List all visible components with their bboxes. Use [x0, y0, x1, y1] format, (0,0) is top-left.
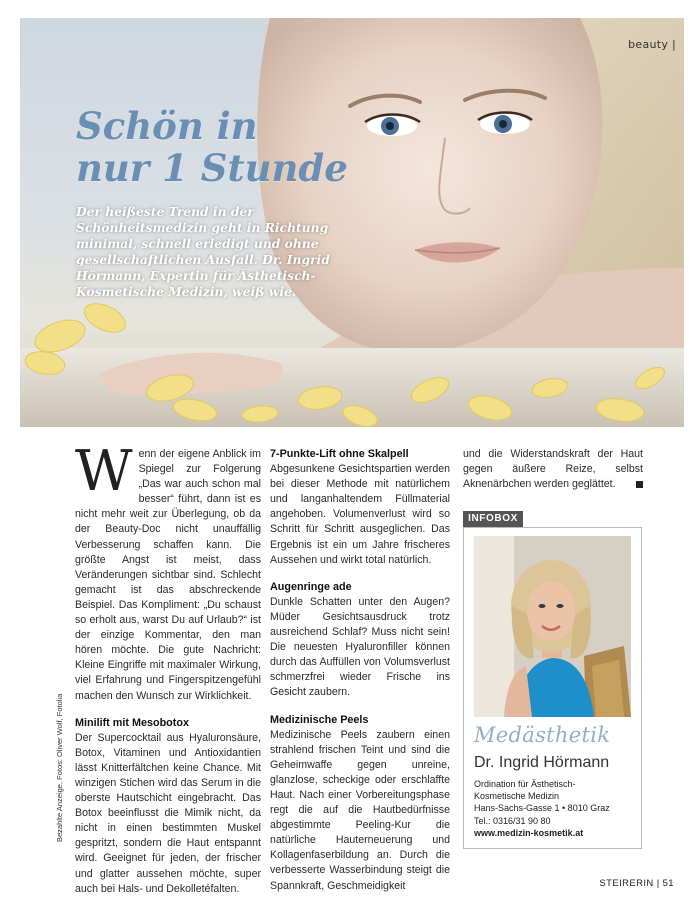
contact-block: [474, 778, 610, 839]
website-link[interactable]: www.medizin-kosmetik.at: [474, 827, 584, 838]
lift-paragraph: Abgesunkene Gesichtspartien werden bei dieser Methode mit natürlichem und langanhaltendem Füllmaterial angehoben. Volumenverlust wird so Schritt für Schritt ausgeglichen. Das Ergebnis ist ein um Jahre frischeres Aussehen und wirkt total natürlich.: [270, 463, 450, 566]
headline: [76, 105, 376, 189]
peels-paragraph: Medizinische Peels zaubern einen strahlend frischen Teint und sind die Geheimwaffe gegen unreine, glanzlose, scheckige oder erschlaffte Haut. Nach einer Vorbereitungsphase regt die auf die Hautbedürfnisse abgestimmte Peeling-Kur die natürliche Hauterneuerung und Kollagenfaserbildung an. Durch die verbesserte Wasserbindung steigt die Spannkraft, Geschmeidigkeit: [270, 728, 450, 892]
headline-line-1: Schön in: [76, 104, 258, 148]
contact-line-1: Ordination für Ästhetisch-: [474, 779, 576, 789]
article-column-1: [75, 439, 261, 897]
continuation-paragraph: und die Widerstandskraft der Haut gegen äußere Reize, selbst Aknenärbchen werden geglättet.: [463, 448, 643, 491]
contact-phone: Tel.: 0316/31 90 80: [474, 815, 551, 826]
eyes-paragraph: Dunkle Schatten unter den Augen? Müder Gesichtsausdruck trotz ausreichend Schlaf? Muss nicht sein! Die neuesten Hyaluronfiller können durch das Auffüllen von Volumsverlust schmerzfrei wieder Frische ins Gesicht zaubern.: [270, 595, 450, 699]
portrait-illustration: [474, 536, 631, 717]
section-tag: beauty |: [628, 38, 676, 51]
intro-text: enn der eigene Anblick im Spiegel zur Folgerung „Das war auch schon mal besser“ führt, dann ist es nicht mehr weit zur Überlegung, ob da der Beauty-Doc nicht unauffällig Verbesserung schaffen kann. Die größte Angst ist meist, dass Veränderungen sichtbar sind. Schlecht gemacht ist das abschreckende Beispiel. Das Kompliment: „Du schaust so erholt aus, warst Du auf Urlaub?“ ist der einzige Kommentar, den man hören möchte. Die gute Nachricht: Kleine Eingriffe mit maximaler Wirkung, viel Erfahrung und Fingerspitzengefühl machen den Wunsch zur Wirklichkeit.: [75, 448, 261, 702]
infobox: [463, 527, 642, 849]
intro-paragraph: [75, 439, 261, 704]
subheading-minilift: Minilift mit Mesobotox: [75, 716, 189, 729]
doctor-name: Dr. Ingrid Hörmann: [474, 754, 610, 771]
page-footer: STEIRERIN | 51: [599, 878, 674, 889]
doctor-portrait: [474, 536, 631, 717]
contact-address: Hans-Sachs-Gasse 1 • 8010 Graz: [474, 803, 610, 814]
medaesthetik-logo: Medästhetik: [474, 723, 611, 747]
infobox-label: INFOBOX: [463, 511, 523, 527]
article-column-2: [270, 447, 450, 894]
photo-credit: Bezahlte Anzeige, Fotos: Oliver Wolf, Fotolia: [55, 693, 64, 842]
article-column-3: [463, 447, 643, 492]
contact-line-2: Kosmetische Medizin: [474, 791, 560, 802]
end-mark-icon: [636, 481, 643, 488]
subheading-eyes: Augenringe ade: [270, 580, 352, 593]
headline-line-2: nur 1 Stunde: [76, 146, 348, 190]
dropcap: W: [75, 439, 133, 504]
subheading-lift: 7-Punkte-Lift ohne Skalpell: [270, 448, 409, 460]
lead-paragraph: Der heißeste Trend in der Schönheitsmedizin geht in Richtung minimal, schnell erledigt und ohne gesellschaftlichen Ausfall. Dr. Ingrid Hörmann, Expertin für Ästhetisch-Kosmetische Medizin, weiß wie.: [76, 204, 330, 299]
subheading-peels: Medizinische Peels: [270, 713, 369, 726]
minilift-paragraph: Der Supercocktail aus Hyaluronsäure, Botox, Vitaminen und Antioxidantien lässt Knitterfältchen keine Chance. Mit winzigen Stichen wird das Serum in die oberste Hautschicht eingebracht. Das Botox beeinflusst die Mimik nicht, da nicht in einen bestimmten Muskel gespritzt, sondern die Haut entspannt wird. Geeignet für jeden, der frischer und glatter aussehen möchte, super auch bei Hals- und Dekolletéfalten.: [75, 731, 261, 895]
